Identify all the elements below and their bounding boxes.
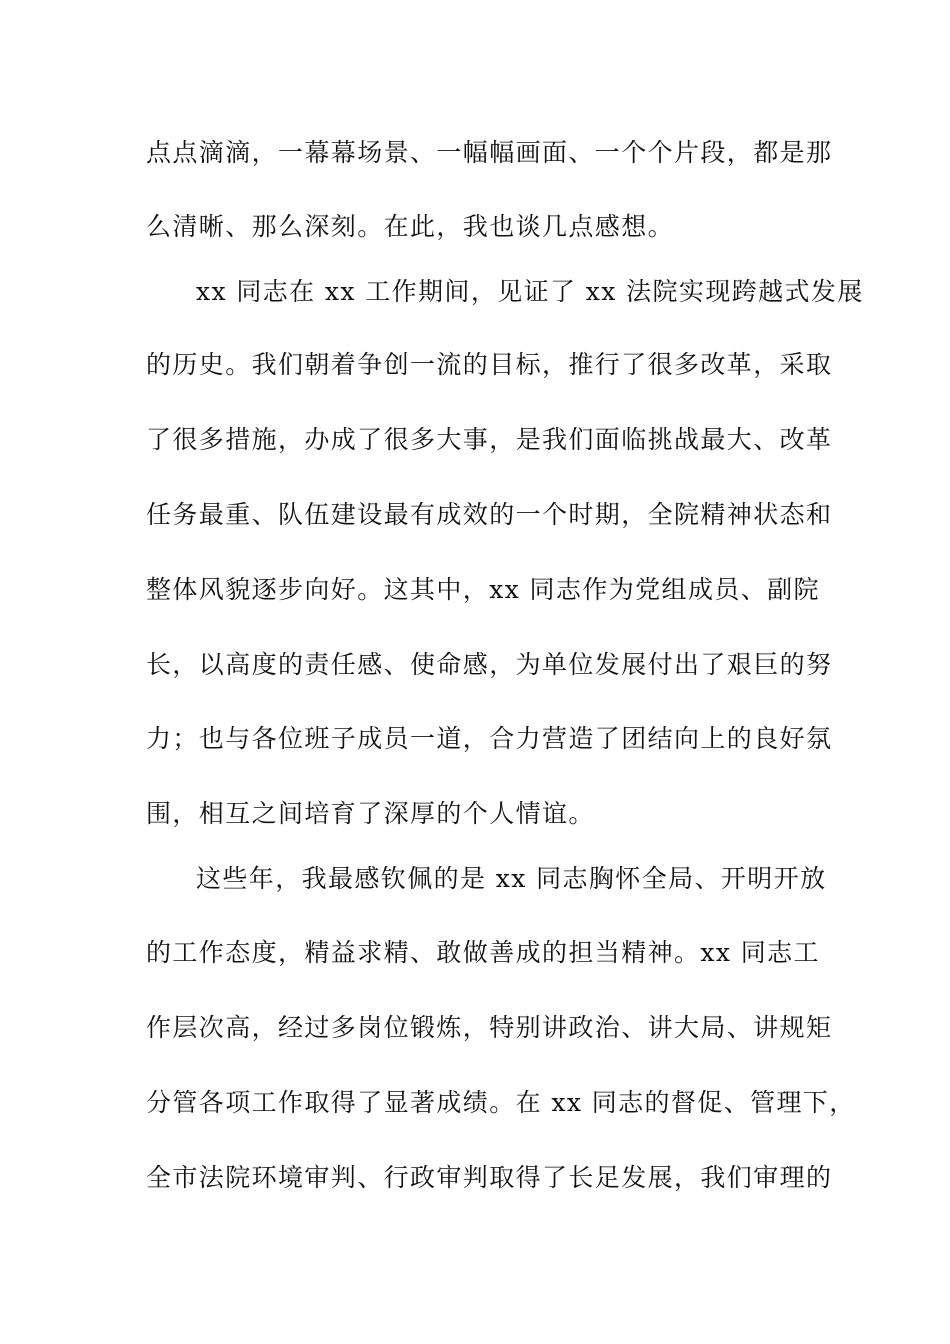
text-line: 作层次高，经过多岗位锻炼，特别讲政治、讲大局、讲规矩	[146, 1013, 833, 1042]
text-line: 任务最重、队伍建设最有成效的一个时期，全院精神状态和	[146, 500, 833, 529]
text-line: 么清晰、那么深刻。在此，我也谈几点感想。	[146, 212, 675, 241]
text-line: 的工作态度，精益求精、敢做善成的担当精神。xx 同志工	[146, 938, 820, 967]
paragraph-start-line: 这些年，我最感钦佩的是 xx 同志胸怀全局、开明开放	[196, 864, 827, 893]
paragraph-start-line: xx 同志在 xx 工作期间，见证了 xx 法院实现跨越式发展	[196, 277, 864, 306]
text-line: 的历史。我们朝着争创一流的目标，推行了很多改革，采取	[146, 350, 833, 379]
text-line: 整体风貌逐步向好。这其中，xx 同志作为党组成员、副院	[146, 575, 820, 604]
text-line: 全市法院环境审判、行政审判取得了长足发展，我们审理的	[146, 1163, 833, 1192]
text-line: 分管各项工作取得了显著成绩。在 xx 同志的督促、管理下，	[146, 1088, 856, 1117]
text-line: 力；也与各位班子成员一道，合力营造了团结向上的良好氛	[146, 724, 833, 753]
text-line: 了很多措施，办成了很多大事，是我们面临挑战最大、改革	[146, 425, 833, 454]
text-line: 点点滴滴，一幕幕场景、一幅幅画面、一个个片段，都是那	[146, 138, 833, 167]
text-line: 围，相互之间培育了深厚的个人情谊。	[146, 799, 595, 828]
text-line: 长，以高度的责任感、使命感，为单位发展付出了艰巨的努	[146, 650, 833, 679]
